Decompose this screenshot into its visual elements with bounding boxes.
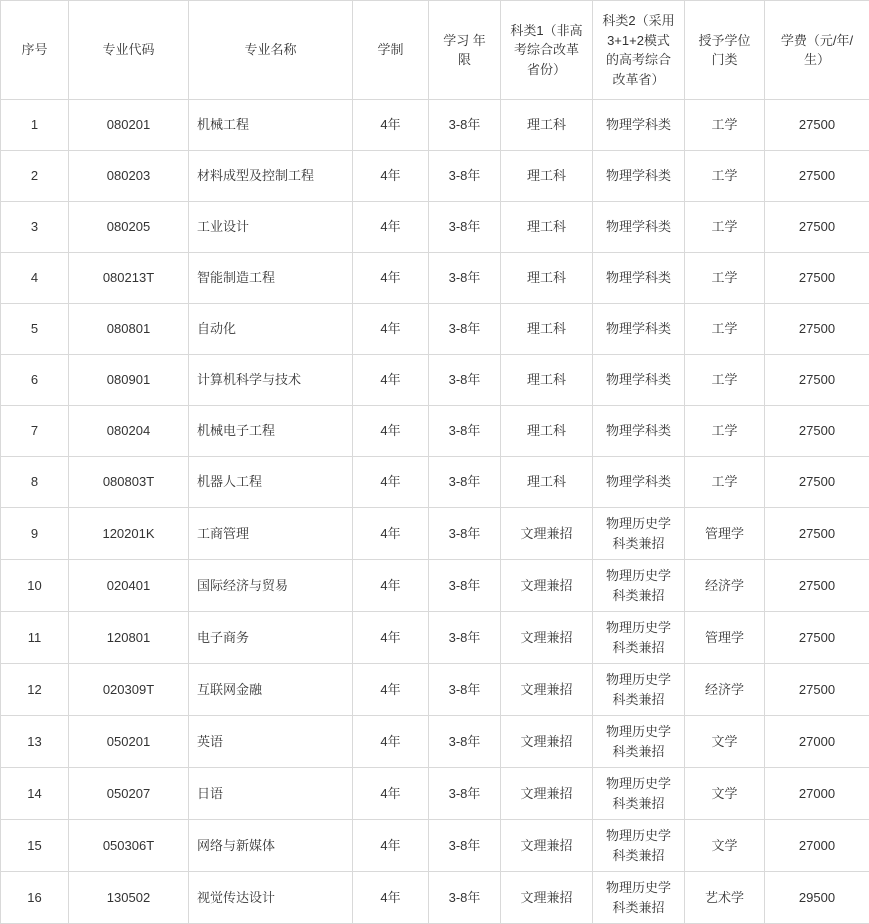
cell-study-years: 3-8年: [429, 872, 501, 924]
cell-major-code: 080803T: [69, 457, 189, 508]
cell-study-years: 3-8年: [429, 768, 501, 820]
cell-subject-2: 物理学科类: [593, 304, 685, 355]
cell-tuition-fee: 27000: [765, 768, 869, 820]
cell-tuition-fee: 27500: [765, 612, 869, 664]
cell-subject-2: 物理历史学科类兼招: [593, 872, 685, 924]
cell-major-name: 互联网金融: [189, 664, 353, 716]
cell-major-name: 视觉传达设计: [189, 872, 353, 924]
cell-index: 6: [1, 355, 69, 406]
cell-major-name: 网络与新媒体: [189, 820, 353, 872]
table-row: [1, 202, 869, 253]
table-row: [1, 508, 869, 560]
cell-major-code: 080203: [69, 151, 189, 202]
cell-subject-2: 物理历史学科类兼招: [593, 612, 685, 664]
cell-school-system: 4年: [353, 716, 429, 768]
table-row: [1, 406, 869, 457]
cell-subject-2: 物理学科类: [593, 457, 685, 508]
cell-tuition-fee: 27500: [765, 406, 869, 457]
cell-degree-type: 工学: [685, 202, 765, 253]
cell-subject-1: 理工科: [501, 457, 593, 508]
header-school-system: 学制: [353, 1, 429, 100]
cell-subject-2: 物理历史学科类兼招: [593, 664, 685, 716]
cell-major-name: 机械工程: [189, 100, 353, 151]
cell-major-code: 050201: [69, 716, 189, 768]
cell-index: 15: [1, 820, 69, 872]
cell-index: 9: [1, 508, 69, 560]
cell-subject-1: 理工科: [501, 253, 593, 304]
cell-degree-type: 工学: [685, 253, 765, 304]
cell-degree-type: 工学: [685, 406, 765, 457]
cell-school-system: 4年: [353, 820, 429, 872]
header-row: [1, 1, 869, 100]
cell-index: 1: [1, 100, 69, 151]
cell-subject-2: 物理学科类: [593, 202, 685, 253]
cell-subject-1: 文理兼招: [501, 508, 593, 560]
cell-study-years: 3-8年: [429, 820, 501, 872]
cell-index: 16: [1, 872, 69, 924]
header-index: 序号: [1, 1, 69, 100]
cell-study-years: 3-8年: [429, 560, 501, 612]
cell-major-name: 日语: [189, 768, 353, 820]
cell-study-years: 3-8年: [429, 457, 501, 508]
cell-subject-1: 理工科: [501, 151, 593, 202]
cell-tuition-fee: 27500: [765, 100, 869, 151]
cell-degree-type: 文学: [685, 716, 765, 768]
cell-index: 3: [1, 202, 69, 253]
cell-school-system: 4年: [353, 560, 429, 612]
cell-index: 5: [1, 304, 69, 355]
cell-index: 2: [1, 151, 69, 202]
cell-degree-type: 工学: [685, 151, 765, 202]
cell-degree-type: 艺术学: [685, 872, 765, 924]
cell-subject-2: 物理学科类: [593, 151, 685, 202]
header-major-code: 专业代码: [69, 1, 189, 100]
cell-study-years: 3-8年: [429, 202, 501, 253]
cell-school-system: 4年: [353, 202, 429, 253]
cell-school-system: 4年: [353, 253, 429, 304]
table-row: [1, 612, 869, 664]
cell-subject-1: 文理兼招: [501, 768, 593, 820]
table-row: [1, 100, 869, 151]
cell-subject-2: 物理学科类: [593, 253, 685, 304]
cell-index: 10: [1, 560, 69, 612]
table-row: [1, 560, 869, 612]
cell-index: 14: [1, 768, 69, 820]
cell-tuition-fee: 27500: [765, 253, 869, 304]
cell-degree-type: 文学: [685, 768, 765, 820]
cell-school-system: 4年: [353, 406, 429, 457]
cell-major-code: 080213T: [69, 253, 189, 304]
cell-major-name: 自动化: [189, 304, 353, 355]
header-degree-type: 授予学位门类: [685, 1, 765, 100]
cell-subject-1: 理工科: [501, 304, 593, 355]
cell-subject-1: 文理兼招: [501, 872, 593, 924]
cell-study-years: 3-8年: [429, 716, 501, 768]
cell-subject-1: 文理兼招: [501, 612, 593, 664]
cell-major-code: 080201: [69, 100, 189, 151]
cell-major-code: 120801: [69, 612, 189, 664]
cell-major-code: 050306T: [69, 820, 189, 872]
cell-study-years: 3-8年: [429, 355, 501, 406]
cell-tuition-fee: 27500: [765, 355, 869, 406]
cell-school-system: 4年: [353, 304, 429, 355]
cell-study-years: 3-8年: [429, 100, 501, 151]
cell-major-code: 050207: [69, 768, 189, 820]
cell-index: 12: [1, 664, 69, 716]
cell-school-system: 4年: [353, 664, 429, 716]
cell-school-system: 4年: [353, 768, 429, 820]
cell-index: 13: [1, 716, 69, 768]
cell-degree-type: 管理学: [685, 612, 765, 664]
cell-degree-type: 文学: [685, 820, 765, 872]
header-major-name: 专业名称: [189, 1, 353, 100]
header-subject-1: 科类1（非高考综合改革省份）: [501, 1, 593, 100]
cell-school-system: 4年: [353, 872, 429, 924]
cell-major-name: 英语: [189, 716, 353, 768]
cell-study-years: 3-8年: [429, 151, 501, 202]
cell-index: 7: [1, 406, 69, 457]
cell-major-name: 机器人工程: [189, 457, 353, 508]
table-row: [1, 304, 869, 355]
cell-subject-1: 文理兼招: [501, 664, 593, 716]
cell-degree-type: 工学: [685, 457, 765, 508]
cell-major-code: 120201K: [69, 508, 189, 560]
cell-major-code: 020309T: [69, 664, 189, 716]
cell-major-code: 080801: [69, 304, 189, 355]
cell-major-code: 080901: [69, 355, 189, 406]
cell-major-code: 080204: [69, 406, 189, 457]
cell-major-name: 计算机科学与技术: [189, 355, 353, 406]
table-row: [1, 872, 869, 924]
cell-subject-2: 物理学科类: [593, 355, 685, 406]
cell-school-system: 4年: [353, 355, 429, 406]
cell-tuition-fee: 27000: [765, 716, 869, 768]
cell-tuition-fee: 27500: [765, 304, 869, 355]
cell-major-code: 020401: [69, 560, 189, 612]
cell-subject-2: 物理历史学科类兼招: [593, 508, 685, 560]
cell-school-system: 4年: [353, 151, 429, 202]
cell-subject-2: 物理学科类: [593, 100, 685, 151]
cell-subject-2: 物理历史学科类兼招: [593, 768, 685, 820]
cell-study-years: 3-8年: [429, 253, 501, 304]
table-header: [1, 1, 869, 100]
cell-tuition-fee: 27500: [765, 202, 869, 253]
cell-subject-2: 物理历史学科类兼招: [593, 716, 685, 768]
cell-major-name: 国际经济与贸易: [189, 560, 353, 612]
table-row: [1, 253, 869, 304]
table-row: [1, 457, 869, 508]
cell-degree-type: 工学: [685, 304, 765, 355]
cell-tuition-fee: 27000: [765, 820, 869, 872]
cell-school-system: 4年: [353, 612, 429, 664]
header-subject-2: 科类2（采用3+1+2模式的高考综合改革省）: [593, 1, 685, 100]
cell-tuition-fee: 27500: [765, 457, 869, 508]
cell-index: 8: [1, 457, 69, 508]
table-row: [1, 768, 869, 820]
cell-subject-1: 理工科: [501, 100, 593, 151]
cell-major-name: 机械电子工程: [189, 406, 353, 457]
cell-subject-1: 文理兼招: [501, 820, 593, 872]
cell-subject-1: 文理兼招: [501, 560, 593, 612]
cell-subject-1: 文理兼招: [501, 716, 593, 768]
cell-degree-type: 管理学: [685, 508, 765, 560]
cell-subject-2: 物理学科类: [593, 406, 685, 457]
cell-tuition-fee: 27500: [765, 560, 869, 612]
table-row: [1, 355, 869, 406]
table-row: [1, 151, 869, 202]
cell-major-name: 工商管理: [189, 508, 353, 560]
cell-degree-type: 工学: [685, 100, 765, 151]
cell-major-name: 工业设计: [189, 202, 353, 253]
cell-school-system: 4年: [353, 508, 429, 560]
cell-subject-1: 理工科: [501, 406, 593, 457]
cell-degree-type: 经济学: [685, 664, 765, 716]
cell-subject-1: 理工科: [501, 202, 593, 253]
cell-study-years: 3-8年: [429, 508, 501, 560]
table-row: [1, 716, 869, 768]
cell-major-code: 080205: [69, 202, 189, 253]
cell-school-system: 4年: [353, 100, 429, 151]
cell-index: 4: [1, 253, 69, 304]
cell-study-years: 3-8年: [429, 304, 501, 355]
cell-major-name: 智能制造工程: [189, 253, 353, 304]
header-tuition-fee: 学费（元/年/生）: [765, 1, 869, 100]
cell-major-name: 电子商务: [189, 612, 353, 664]
cell-degree-type: 工学: [685, 355, 765, 406]
cell-study-years: 3-8年: [429, 612, 501, 664]
cell-subject-1: 理工科: [501, 355, 593, 406]
table-body: [1, 100, 869, 924]
cell-major-code: 130502: [69, 872, 189, 924]
cell-study-years: 3-8年: [429, 664, 501, 716]
cell-subject-2: 物理历史学科类兼招: [593, 560, 685, 612]
cell-major-name: 材料成型及控制工程: [189, 151, 353, 202]
table-row: [1, 820, 869, 872]
cell-tuition-fee: 29500: [765, 872, 869, 924]
cell-tuition-fee: 27500: [765, 508, 869, 560]
cell-subject-2: 物理历史学科类兼招: [593, 820, 685, 872]
cell-tuition-fee: 27500: [765, 151, 869, 202]
header-study-years: 学习 年限: [429, 1, 501, 100]
cell-degree-type: 经济学: [685, 560, 765, 612]
cell-study-years: 3-8年: [429, 406, 501, 457]
cell-tuition-fee: 27500: [765, 664, 869, 716]
cell-school-system: 4年: [353, 457, 429, 508]
table-row: [1, 664, 869, 716]
cell-index: 11: [1, 612, 69, 664]
